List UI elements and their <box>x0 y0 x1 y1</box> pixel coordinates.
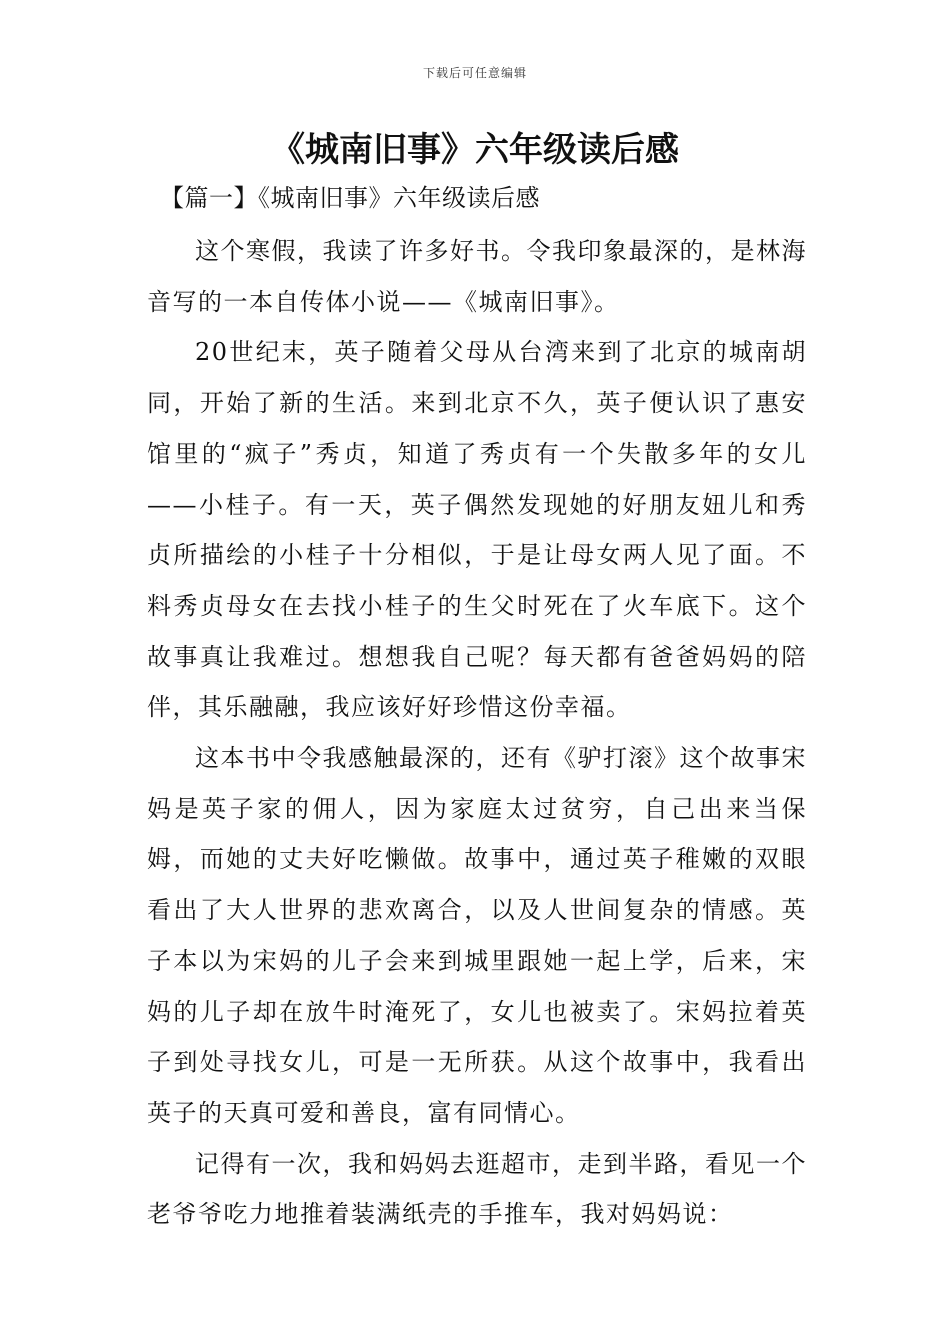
document-title: 《城南旧事》六年级读后感 <box>271 130 679 170</box>
document-body <box>147 226 807 1240</box>
header-note: 下载后可任意编辑 <box>422 66 527 80</box>
paragraph-4: 记得有一次，我和妈妈去逛超市，走到半路，看见一个老爷爷吃力地推着装满纸壳的手推车，我对妈妈说： <box>147 1149 807 1229</box>
paragraph-2: 20世纪末，英子随着父母从台湾来到了北京的城南胡同，开始了新的生活。来到北京不久，英子便认识了惠安馆里的“疯子”秀贞，知道了秀贞有一个失散多年的女儿——小桂子。有一天，英子偶然发现她的好朋友妞儿和秀贞所描绘的小桂子十分相似，于是让母女两人见了面。不料秀贞母女在去找小桂子的生父时死在了火车底下。这个故事真让我难过。想想我自己呢？每天都有爸爸妈妈的陪伴，其乐融融，我应该好好珍惜这份幸福。 <box>147 338 807 722</box>
paragraph-3: 这本书中令我感触最深的，还有《驴打滚》这个故事宋妈是英子家的佣人，因为家庭太过贫穷，自己出来当保姆，而她的丈夫好吃懒做。故事中，通过英子稚嫩的双眼看出了大人世界的悲欢离合，以及人世间复杂的情感。英子本以为宋妈的儿子会来到城里跟她一起上学，后来，宋妈的儿子却在放牛时淹死了，女儿也被卖了。宋妈拉着英子到处寻找女儿，可是一无所获。从这个故事中，我看出英子的天真可爱和善良，富有同情心。 <box>147 744 807 1127</box>
paragraph-1: 这个寒假，我读了许多好书。令我印象最深的，是林海音写的一本自传体小说——《城南旧事》。 <box>147 237 807 316</box>
section-heading: 【篇一】《城南旧事》六年级读后感 <box>160 184 540 212</box>
